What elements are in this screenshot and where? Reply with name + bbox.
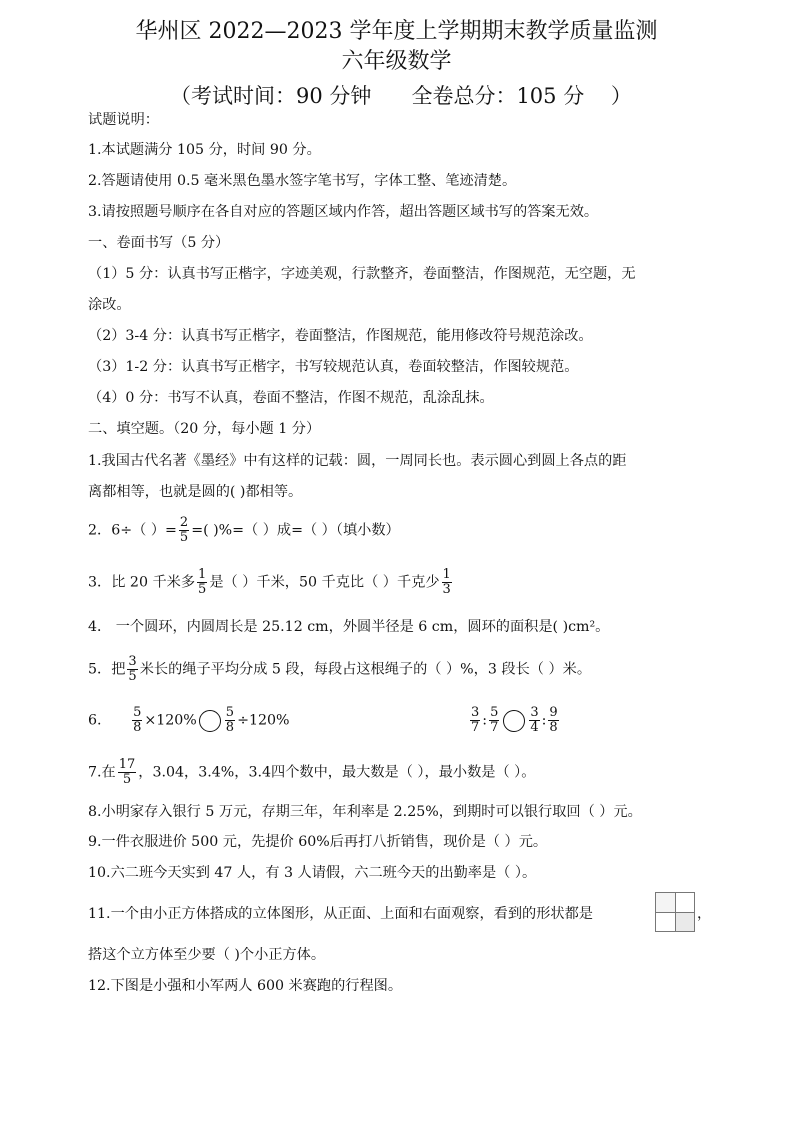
question-11-comma: ， bbox=[697, 906, 712, 922]
shape-divider bbox=[675, 893, 676, 931]
question-10: 10.六二班今天实到 47 人，有 3 人请假，六二班今天的出勤率是（ ）。 bbox=[88, 865, 537, 881]
comparison-circle-blank[interactable] bbox=[199, 710, 221, 732]
fraction-numerator: 9 bbox=[549, 705, 558, 720]
question-11-text: 11.一个由小正方体搭成的立体图形，从正面、上面和右面观察，看到的形状都是 bbox=[88, 906, 593, 922]
ratio-colon: : bbox=[541, 712, 547, 729]
fraction-five-sevenths bbox=[489, 706, 499, 735]
question-7 bbox=[88, 758, 535, 787]
question-12: 12.下图是小强和小军两人 600 米赛跑的行程图。 bbox=[88, 978, 403, 994]
fraction-nine-eighths bbox=[548, 706, 558, 735]
fraction-denominator: 8 bbox=[225, 720, 235, 735]
question-5 bbox=[88, 655, 591, 684]
section-2-heading: 二、填空题。（20 分，每小题 1 分） bbox=[88, 421, 321, 437]
fraction-denominator: 5 bbox=[198, 582, 207, 597]
fraction-two-fifths bbox=[179, 516, 189, 545]
question-5-text-end: 米长的绳子平均分成 5 段，每段占这根绳子的（ ）%，3 段长（ ）米。 bbox=[139, 661, 592, 678]
section-1-heading: 一、卷面书写（5 分） bbox=[88, 235, 230, 251]
question-2 bbox=[88, 516, 400, 545]
fraction-five-eighths bbox=[225, 706, 235, 735]
fraction-one-fifth bbox=[197, 568, 207, 597]
fraction-numerator: 5 bbox=[490, 705, 499, 720]
criterion-3: （3）1-2 分：认真书写正楷字，书写较规范认真，卷面较整洁，作图较规范。 bbox=[88, 359, 579, 375]
fraction-one-third bbox=[442, 568, 452, 597]
question-4: 4． 一个圆环，内圆周长是 25.12 cm，外圆半径是 6 cm，圆环的面积是( )cm²。 bbox=[88, 619, 610, 635]
question-11-line-2: 搭这个立方体至少要（ )个小正方体。 bbox=[88, 947, 326, 963]
fraction-numerator: 5 bbox=[225, 705, 235, 720]
question-6-part-a: ×120% bbox=[144, 712, 197, 729]
question-2-text-end: =( )%=（ ）成=（ ）（填小数） bbox=[191, 522, 400, 539]
question-3-text-middle: 是（ ）千米，50 千克比（ ）千克少 bbox=[209, 574, 440, 591]
question-3-text-start: 3．比 20 千米多 bbox=[88, 574, 196, 591]
exam-subtitle: 六年级数学 bbox=[341, 49, 452, 74]
instructions-heading: 试题说明： bbox=[88, 112, 159, 128]
question-7-text-end: ，3.04，3.4%，3.4̇四个数中，最大数是（ ），最小数是（ ）。 bbox=[138, 764, 536, 781]
question-8: 8.小明家存入银行 5 万元，存期三年，年利率是 2.25%，到期时可以银行取回（ ）元。 bbox=[88, 804, 642, 820]
fraction-three-sevenths bbox=[470, 706, 480, 735]
instruction-item-2: 2.答题请使用 0.5 毫米黑色墨水签字笔书写，字体工整、笔迹清楚。 bbox=[88, 173, 517, 189]
fraction-denominator: 8 bbox=[133, 720, 142, 735]
fraction-denominator: 5 bbox=[122, 772, 132, 787]
ratio-colon: : bbox=[482, 712, 488, 729]
fraction-numerator: 3 bbox=[471, 705, 480, 720]
fraction-numerator: 1 bbox=[442, 567, 451, 582]
comparison-circle-blank[interactable] bbox=[503, 710, 525, 732]
fraction-numerator: 3 bbox=[530, 705, 539, 720]
criterion-1-line-2: 涂改。 bbox=[88, 297, 131, 313]
fraction-numerator: 2 bbox=[179, 515, 189, 530]
fraction-three-fifths bbox=[127, 655, 137, 684]
fraction-denominator: 8 bbox=[549, 720, 558, 735]
fraction-denominator: 4 bbox=[530, 720, 539, 735]
question-6-part-b: ÷120% bbox=[237, 712, 290, 729]
question-6-number: 6. bbox=[88, 712, 102, 729]
question-1-line-1: 1.我国古代名著《墨经》中有这样的记载：圆，一周同长也。表示圆心到圆上各点的距 bbox=[88, 453, 627, 469]
question-2-text-start: 2．6÷（ ）= bbox=[88, 522, 177, 539]
fraction-denominator: 7 bbox=[471, 720, 480, 735]
question-5-text-start: 5．把 bbox=[88, 661, 126, 678]
fraction-denominator: 5 bbox=[128, 669, 137, 684]
fraction-seventeen-fifths bbox=[118, 758, 137, 787]
view-shape-figure bbox=[655, 892, 695, 932]
fraction-numerator: 3 bbox=[128, 654, 137, 669]
shape-cell bbox=[675, 912, 694, 931]
exam-title: 华州区 2022—2023 学年度上学期期末教学质量监测 bbox=[135, 19, 658, 44]
instruction-item-1: 1.本试题满分 105 分，时间 90 分。 bbox=[88, 142, 321, 158]
question-3 bbox=[88, 568, 454, 597]
question-6-ratio-comparison bbox=[468, 706, 561, 735]
question-6 bbox=[88, 706, 290, 735]
question-9: 9.一件衣服进价 500 元，先提价 60%后再打八折销售，现价是（ ）元。 bbox=[88, 834, 548, 850]
question-1-line-2: 离都相等，也就是圆的( )都相等。 bbox=[88, 484, 303, 500]
fraction-numerator: 1 bbox=[198, 567, 207, 582]
exam-time-score: （考试时间：90 分钟 全卷总分：105 分 ） bbox=[170, 84, 632, 108]
fraction-five-eighths bbox=[132, 706, 142, 735]
fraction-numerator: 5 bbox=[133, 705, 142, 720]
fraction-denominator: 3 bbox=[442, 582, 451, 597]
criterion-2: （2）3-4 分：认真书写正楷字，卷面整洁，作图规范，能用修改符号规范涂改。 bbox=[88, 328, 593, 344]
fraction-denominator: 5 bbox=[179, 530, 189, 545]
instruction-item-3: 3.请按照题号顺序在各自对应的答题区域内作答，超出答题区域书写的答案无效。 bbox=[88, 204, 599, 220]
question-11-line-1 bbox=[88, 904, 593, 924]
fraction-numerator: 17 bbox=[118, 757, 136, 772]
question-7-text-start: 7.在 bbox=[88, 764, 116, 781]
fraction-three-fourths bbox=[529, 706, 539, 735]
fraction-denominator: 7 bbox=[490, 720, 499, 735]
shape-cell bbox=[656, 893, 675, 912]
criterion-1-line-1: （1）5 分：认真书写正楷字，字迹美观，行款整齐，卷面整洁，作图规范，无空题，无 bbox=[88, 266, 636, 282]
criterion-4: （4）0 分：书写不认真，卷面不整洁，作图不规范，乱涂乱抹。 bbox=[88, 390, 494, 406]
